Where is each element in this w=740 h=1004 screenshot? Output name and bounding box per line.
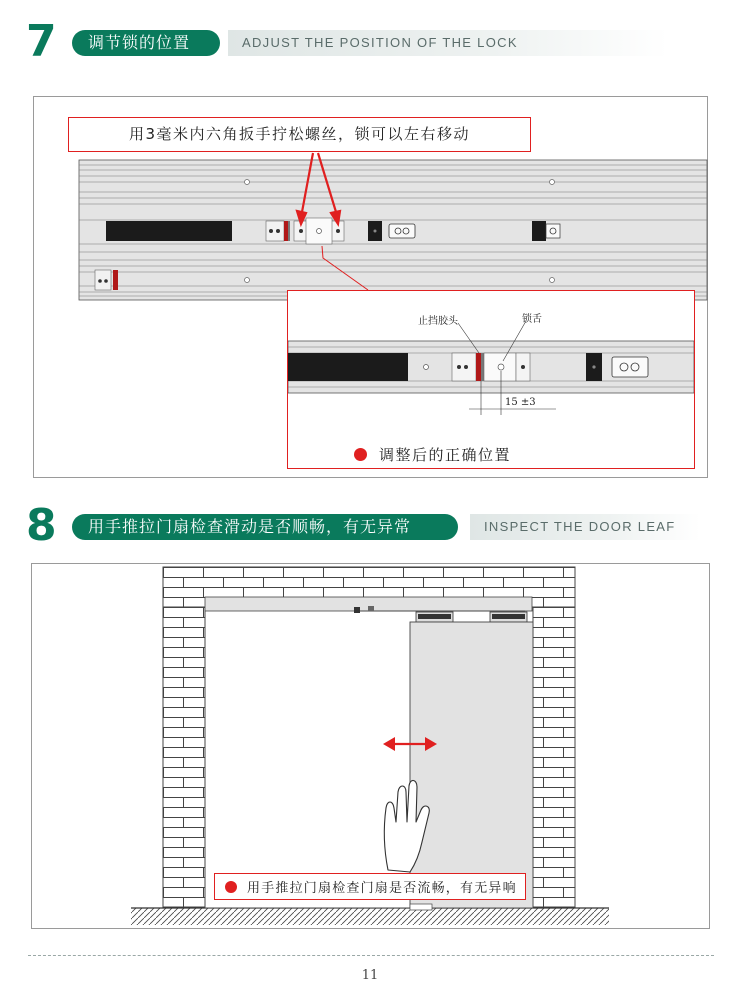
red-bullet-icon	[225, 881, 237, 893]
footer-divider	[28, 955, 714, 956]
lock-instruction-callout: 用3毫米内六角扳手拧松螺丝，锁可以左右移动	[68, 117, 531, 152]
step-number-7: 7	[26, 16, 57, 67]
floor	[131, 908, 609, 925]
label-stopper: 止挡胶头	[418, 316, 458, 327]
step-number-8: 8	[26, 500, 57, 551]
door-check-text: 用手推拉门扇检查门扇是否流畅，有无异响	[247, 881, 517, 896]
section-7-title: 调节锁的位置	[72, 30, 220, 56]
dimension-label: 15 ±3	[505, 397, 536, 408]
label-lock-tongue: 锁舌	[522, 314, 542, 325]
door-check-callout	[214, 873, 526, 900]
section-8-title: 用手推拉门扇检查滑动是否顺畅，有无异常	[72, 514, 458, 540]
section-8-title-en: INSPECT THE DOOR LEAF	[470, 514, 700, 540]
page-number: 11	[361, 968, 379, 983]
door-leaf	[410, 622, 533, 908]
section-7-title-en: ADJUST THE POSITION OF THE LOCK	[228, 30, 668, 56]
caption-text: 调整后的正确位置	[379, 445, 512, 464]
